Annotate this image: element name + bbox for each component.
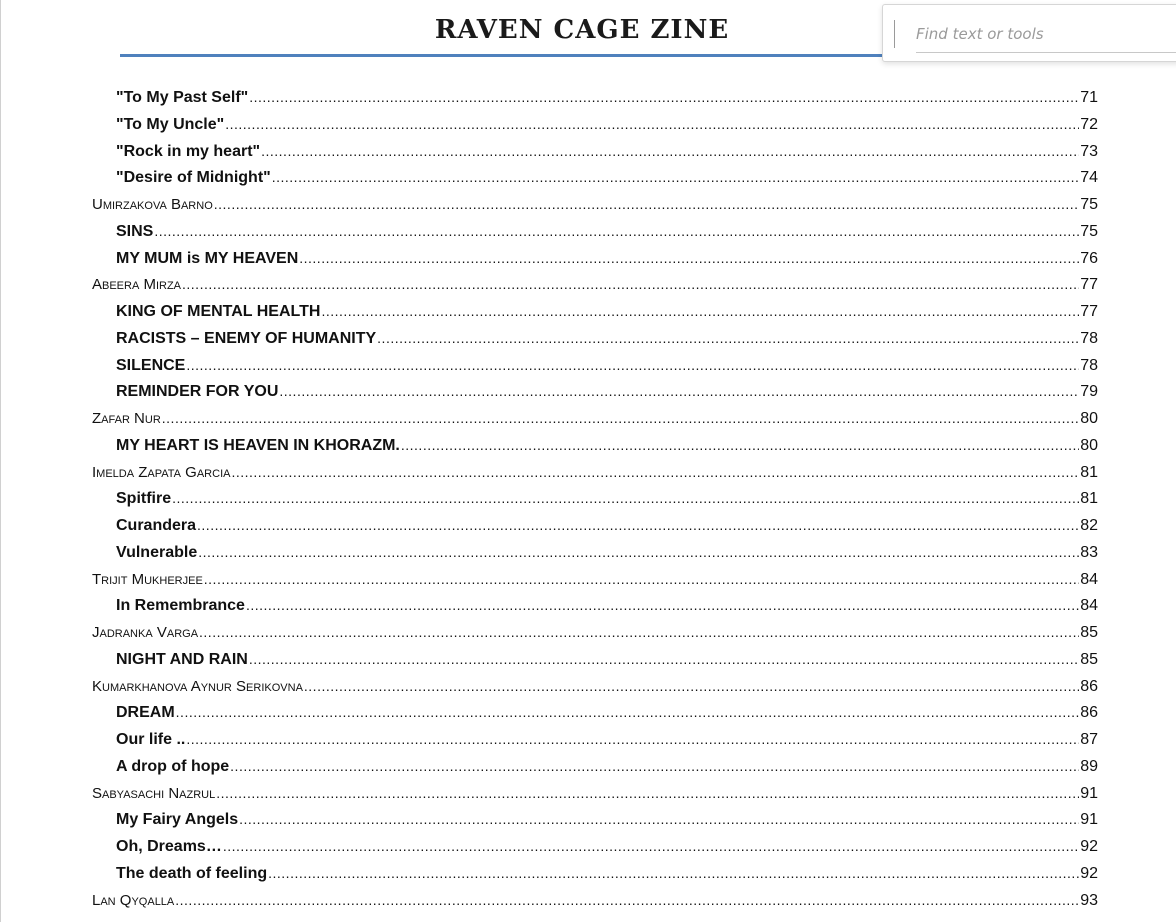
toc-page-number: 84 <box>1080 570 1098 588</box>
toc-dot-leader <box>154 218 1079 245</box>
toc-author-entry[interactable] <box>92 619 1098 646</box>
toc-dot-leader <box>162 405 1079 432</box>
toc-dot-leader <box>182 271 1079 298</box>
toc-page-number: 79 <box>1080 383 1098 401</box>
toc-page-number: 81 <box>1080 463 1098 481</box>
toc-page-number: 81 <box>1080 490 1098 508</box>
toc-dot-leader <box>172 485 1079 512</box>
toc-poem-entry[interactable] <box>92 84 1098 111</box>
text-cursor <box>894 20 895 48</box>
toc-entry-label: Umirzakova Barno <box>92 196 213 213</box>
toc-dot-leader <box>279 378 1079 405</box>
toc-dot-leader <box>186 352 1079 379</box>
toc-poem-entry[interactable] <box>92 352 1098 379</box>
toc-dot-leader <box>299 245 1079 272</box>
toc-entry-label: Abeera Mirza <box>92 276 182 294</box>
toc-page-number: 87 <box>1080 731 1098 748</box>
page-edge <box>0 0 1 922</box>
find-tools-panel <box>882 4 1176 62</box>
toc-page-number: 80 <box>1080 436 1098 454</box>
toc-poem-entry[interactable] <box>92 726 1098 753</box>
toc-entry-label: Imelda Zapata Garcia <box>92 463 231 481</box>
toc-dot-leader <box>268 860 1079 887</box>
toc-page-number: 73 <box>1080 142 1098 160</box>
toc-dot-leader <box>321 298 1079 325</box>
table-of-contents <box>92 84 1098 913</box>
toc-poem-entry[interactable] <box>92 111 1098 138</box>
toc-entry-label: Vulnerable <box>116 543 198 561</box>
toc-dot-leader <box>204 566 1079 593</box>
toc-entry-label: SILENCE <box>116 356 186 374</box>
toc-entry-label: NIGHT AND RAIN <box>116 650 248 668</box>
toc-page-number: 72 <box>1080 115 1098 133</box>
toc-entry-label: Our life .. <box>116 731 186 748</box>
toc-poem-entry[interactable] <box>92 833 1098 860</box>
toc-poem-entry[interactable] <box>92 539 1098 566</box>
toc-author-entry[interactable] <box>92 566 1098 593</box>
toc-author-entry[interactable] <box>92 887 1098 914</box>
toc-entry-label: Oh, Dreams… <box>116 838 222 855</box>
toc-page-number: 92 <box>1080 864 1098 882</box>
toc-page-number: 89 <box>1080 757 1098 775</box>
toc-dot-leader <box>186 726 1079 753</box>
toc-page-number: 85 <box>1080 624 1098 641</box>
search-input-underline <box>916 52 1176 53</box>
toc-entry-label: MY MUM is MY HEAVEN <box>116 249 299 267</box>
toc-page-number: 86 <box>1080 677 1098 695</box>
toc-entry-label: SINS <box>116 222 154 240</box>
toc-entry-label: Trijit Mukherjee <box>92 570 203 588</box>
find-text-or-tools-input[interactable] <box>916 21 1156 47</box>
toc-entry-label: Jadranka Varga <box>92 624 199 641</box>
toc-dot-leader <box>304 673 1079 700</box>
toc-entry-label: "Rock in my heart" <box>116 142 261 160</box>
toc-poem-entry[interactable] <box>92 164 1098 191</box>
toc-poem-entry[interactable] <box>92 592 1098 619</box>
toc-author-entry[interactable] <box>92 673 1098 700</box>
toc-author-entry[interactable] <box>92 271 1098 298</box>
toc-page-number: 74 <box>1080 169 1098 187</box>
toc-page-number: 77 <box>1080 303 1098 320</box>
toc-entry-label: "To My Past Self" <box>116 89 249 106</box>
toc-page-number: 91 <box>1080 811 1098 829</box>
toc-page-number: 80 <box>1080 410 1098 427</box>
toc-dot-leader <box>246 592 1079 619</box>
toc-author-entry[interactable] <box>92 780 1098 807</box>
toc-page-number: 91 <box>1080 784 1098 802</box>
toc-dot-leader <box>231 459 1079 486</box>
toc-page-number: 76 <box>1080 249 1098 267</box>
toc-page-number: 82 <box>1080 517 1098 534</box>
toc-entry-label: A drop of hope <box>116 757 230 775</box>
toc-poem-entry[interactable] <box>92 432 1098 459</box>
toc-page-number: 75 <box>1080 196 1098 213</box>
toc-dot-leader <box>214 191 1079 218</box>
toc-dot-leader <box>377 325 1079 352</box>
toc-dot-leader <box>216 780 1079 807</box>
toc-page-number: 78 <box>1080 329 1098 347</box>
toc-page-number: 85 <box>1080 650 1098 668</box>
toc-entry-label: In Remembrance <box>116 597 245 615</box>
toc-entry-label: Curandera <box>116 517 197 534</box>
toc-poem-entry[interactable] <box>92 485 1098 512</box>
toc-dot-leader <box>175 887 1079 914</box>
toc-page-number: 92 <box>1080 838 1098 855</box>
toc-dot-leader <box>225 111 1079 138</box>
toc-poem-entry[interactable] <box>92 218 1098 245</box>
toc-page-number: 84 <box>1080 597 1098 615</box>
toc-page-number: 78 <box>1080 356 1098 374</box>
toc-entry-label: REMINDER FOR YOU <box>116 383 279 401</box>
toc-poem-entry[interactable] <box>92 138 1098 165</box>
toc-dot-leader <box>199 619 1079 646</box>
toc-poem-entry[interactable] <box>92 378 1098 405</box>
toc-dot-leader <box>249 84 1079 111</box>
toc-poem-entry[interactable] <box>92 646 1098 673</box>
page-title: RAVEN CAGE ZINE <box>434 15 730 45</box>
toc-entry-label: The death of feeling <box>116 864 268 882</box>
toc-poem-entry[interactable] <box>92 325 1098 352</box>
toc-page-number: 71 <box>1080 89 1098 106</box>
toc-dot-leader <box>249 646 1079 673</box>
toc-poem-entry[interactable] <box>92 245 1098 272</box>
toc-poem-entry[interactable] <box>92 699 1098 726</box>
toc-author-entry[interactable] <box>92 405 1098 432</box>
toc-poem-entry[interactable] <box>92 512 1098 539</box>
toc-entry-label: Spitfire <box>116 490 172 508</box>
toc-dot-leader <box>401 432 1079 459</box>
toc-dot-leader <box>239 806 1079 833</box>
toc-dot-leader <box>198 539 1079 566</box>
toc-dot-leader <box>197 512 1079 539</box>
toc-page-number: 86 <box>1080 704 1098 722</box>
toc-dot-leader <box>176 699 1080 726</box>
toc-page-number: 93 <box>1080 891 1098 909</box>
toc-dot-leader <box>272 164 1079 191</box>
toc-author-entry[interactable] <box>92 191 1098 218</box>
toc-author-entry[interactable] <box>92 459 1098 486</box>
toc-entry-label: Kumarkhanova Aynur Serikovna <box>92 677 303 695</box>
toc-entry-label: My Fairy Angels <box>116 811 239 829</box>
toc-poem-entry[interactable] <box>92 298 1098 325</box>
toc-entry-label: "To My Uncle" <box>116 115 225 133</box>
toc-entry-label: MY HEART IS HEAVEN IN KHORAZM. <box>116 436 400 454</box>
toc-entry-label: "Desire of Midnight" <box>116 169 271 187</box>
toc-entry-label: Zafar Nur <box>92 410 161 427</box>
title-underline <box>120 54 890 57</box>
toc-poem-entry[interactable] <box>92 806 1098 833</box>
toc-entry-label: KING OF MENTAL HEALTH <box>116 303 321 320</box>
toc-dot-leader <box>230 753 1079 780</box>
toc-page-number: 75 <box>1080 222 1098 240</box>
toc-dot-leader <box>223 833 1079 860</box>
toc-entry-label: Sabyasachi Nazrul <box>92 784 216 802</box>
toc-dot-leader <box>261 138 1079 165</box>
toc-page-number: 83 <box>1080 543 1098 561</box>
toc-poem-entry[interactable] <box>92 753 1098 780</box>
toc-entry-label: Lan Qyqalla <box>92 891 175 909</box>
toc-entry-label: RACISTS – ENEMY OF HUMANITY <box>116 329 377 347</box>
toc-entry-label: DREAM <box>116 704 175 722</box>
toc-poem-entry[interactable] <box>92 860 1098 887</box>
toc-page-number: 77 <box>1080 276 1098 294</box>
